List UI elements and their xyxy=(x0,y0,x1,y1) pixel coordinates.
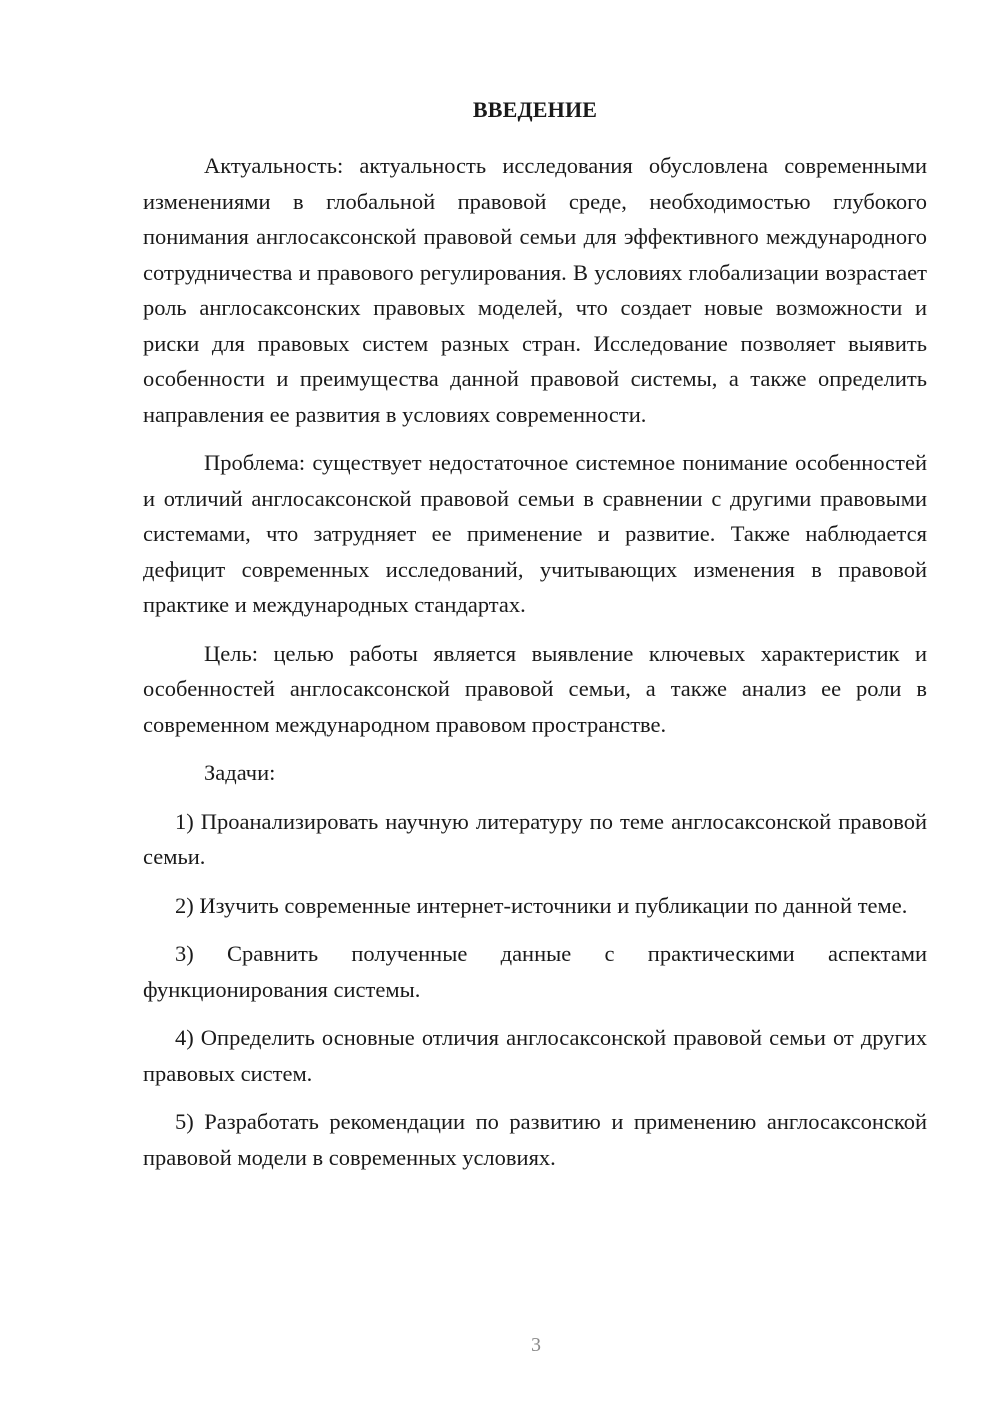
page-content xyxy=(143,92,927,1188)
task-item: 4) Определить основные отличия англосаксонской правовой семьи от других правовых систем. xyxy=(143,1025,927,1086)
task-item: 2) Изучить современные интернет-источники и публикации по данной теме. xyxy=(175,892,908,918)
tasks-heading: Задачи: xyxy=(204,760,276,785)
page-number: 3 xyxy=(531,1334,541,1356)
paragraph-relevance: Актуальность: актуальность исследования обусловлена современными изменениями в глобальной правовой среде, необходимостью глубокого понимания англосаксонской правовой семьи для эффективного международного сотрудничества и правового регулирования. В условиях глобализации возрастает роль англосаксонских правовых моделей, что создает новые возможности и риски для правовых систем разных стран. Исследование позволяет выявить особенности и преимущества данной правовой системы, а также определить направления ее развития в условиях современности. xyxy=(143,153,927,427)
page-title: ВВЕДЕНИЕ xyxy=(472,97,598,122)
task-item: 5) Разработать рекомендации по развитию и применению англосаксонской правовой модели в современных условиях. xyxy=(143,1109,927,1170)
task-item: 1) Проанализировать научную литературу по теме англосаксонской правовой семьи. xyxy=(143,808,927,869)
paragraph-problem: Проблема: существует недостаточное системное понимание особенностей и отличий англосаксонской правовой семьи в сравнении с другими правовыми системами, что затрудняет ее применение и развитие. Также наблюдается дефицит современных исследований, учитывающих изменения в правовой практике и международных стандартах. xyxy=(143,450,927,617)
paragraph-goal: Цель: целью работы является выявление ключевых характеристик и особенностей англосаксонской правовой семьи, а также анализ ее роли в современном международном правовом пространстве. xyxy=(143,640,927,737)
task-item: 3) Сравнить полученные данные с практическими аспектами функционирования системы. xyxy=(143,941,927,1002)
